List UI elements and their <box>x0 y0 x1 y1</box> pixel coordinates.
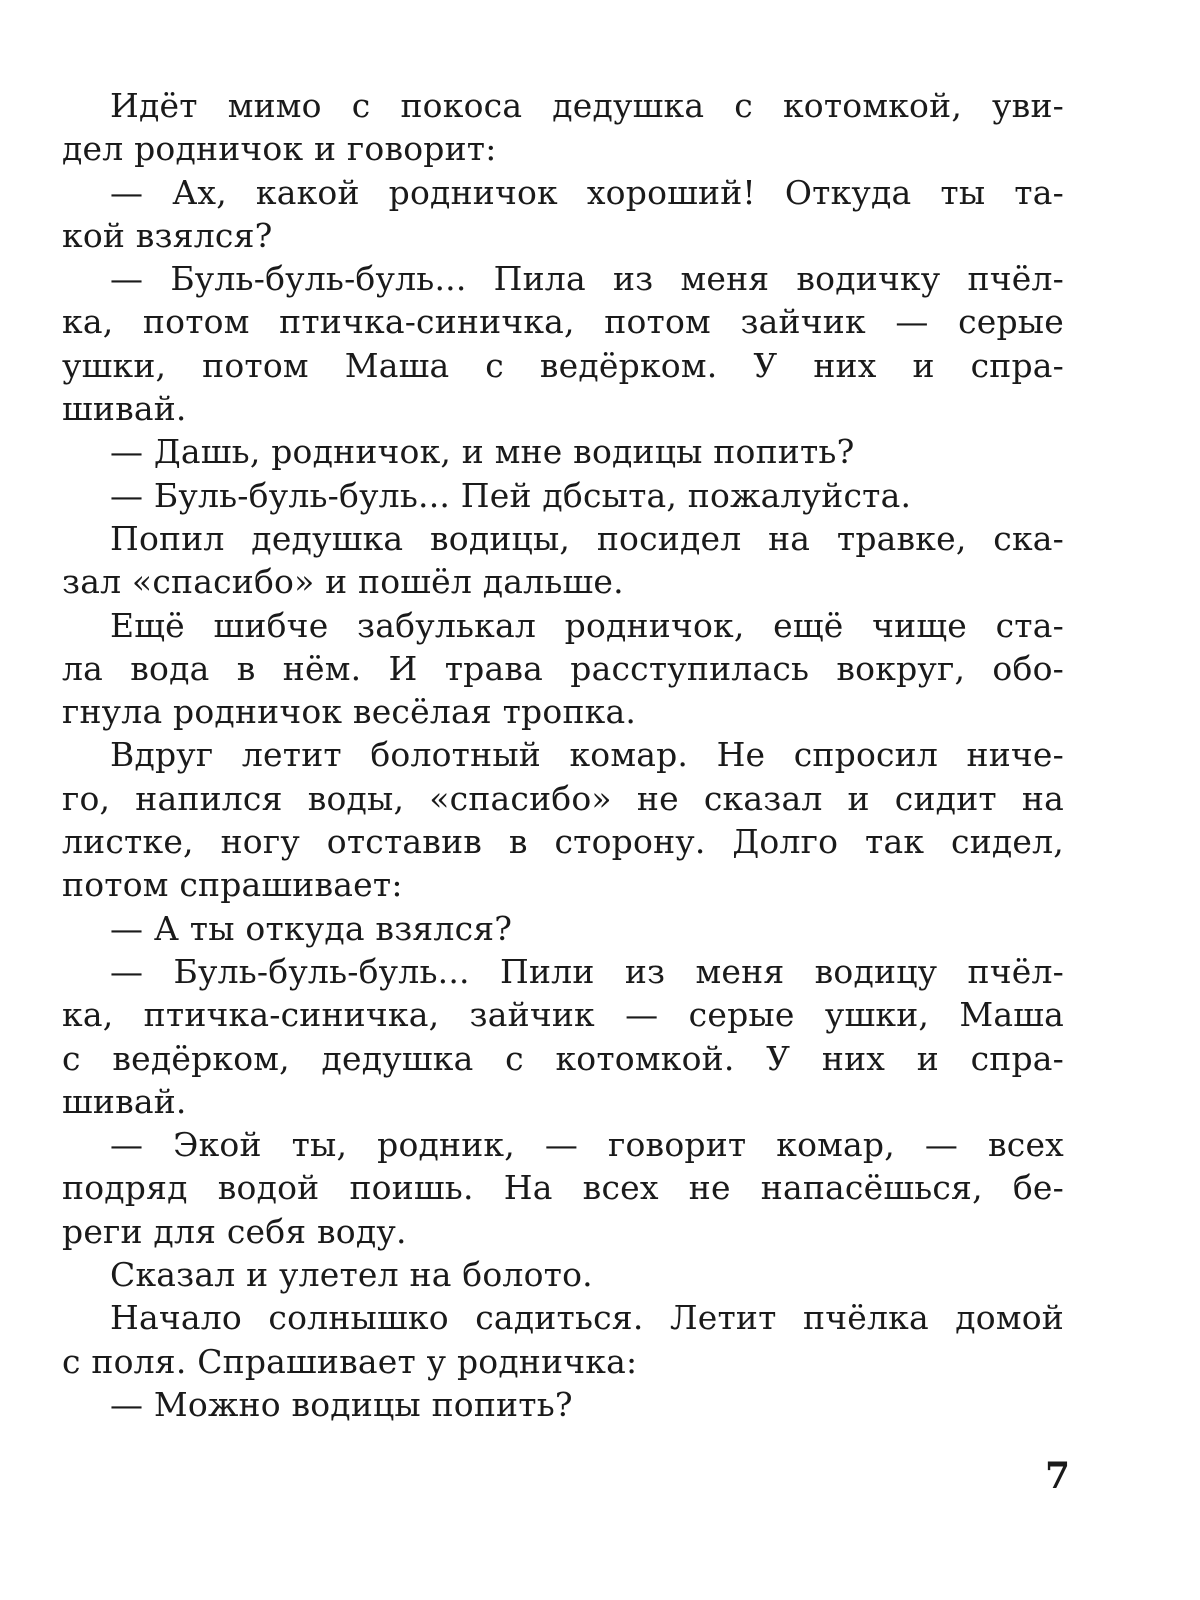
text-line: — Буль-буль-буль... Пили из меня водицу пчёл- <box>110 951 1064 991</box>
text-line: зал «спасибо» и пошёл дальше. <box>62 562 624 602</box>
text-line: — Буль-буль-буль... Пила из меня водичку пчёл- <box>110 259 1064 299</box>
page-number: 7 <box>1044 1455 1070 1497</box>
text-line: ка, птичка-синичка, зайчик — серые ушки, Маша <box>62 995 1064 1035</box>
text-line: потом спрашивает: <box>62 865 403 905</box>
text-line: шивай. <box>62 389 187 429</box>
text-line: — Экой ты, родник, — говорит комар, — всех <box>110 1125 1064 1165</box>
text-line: — Дашь, родничок, и мне водицы попить? <box>110 432 855 472</box>
text-line: Вдруг летит болотный комар. Не спросил ниче- <box>110 735 1064 775</box>
text-line: Попил дедушка водицы, посидел на травке, ска- <box>110 518 1064 558</box>
text-line: — Ах, какой родничок хороший! Откуда ты та- <box>110 172 1064 212</box>
text-line: — Можно водицы попить? <box>110 1384 573 1424</box>
text-line: го, напился воды, «спасибо» не сказал и сидит на <box>62 778 1064 818</box>
text-line: с поля. Спрашивает у родничка: <box>62 1341 638 1381</box>
text-line: Идёт мимо с покоса дедушка с котомкой, уви- <box>110 86 1064 125</box>
text-line: кой взялся? <box>62 215 273 255</box>
text-line: реги для себя воду. <box>62 1211 407 1251</box>
text-line: с ведёрком, дедушка с котомкой. У них и спра- <box>62 1038 1064 1078</box>
text-line: ушки, потом Маша с ведёрком. У них и спра- <box>62 345 1064 385</box>
text-line: — А ты откуда взялся? <box>110 908 513 948</box>
text-line: ка, потом птичка-синичка, потом зайчик — серые <box>62 302 1064 342</box>
text-line: — Буль-буль-буль... Пей дбсыта, пожалуйста. <box>110 475 912 515</box>
text-line: Сказал и улетел на болото. <box>110 1255 593 1295</box>
text-line: Начало солнышко садиться. Летит пчёлка домой <box>110 1298 1064 1338</box>
text-line: шивай. <box>62 1081 187 1121</box>
text-line: гнула родничок весёлая тропка. <box>62 692 637 732</box>
text-line: листке, ногу отставив в сторону. Долго так сидел, <box>62 822 1064 862</box>
text-line: дел родничок и говорит: <box>62 129 497 169</box>
text-line: подряд водой поишь. На всех не напасёшься, бе- <box>62 1168 1064 1208</box>
text-line: Ещё шибче забулькал родничок, ещё чище ста- <box>110 605 1064 645</box>
text-line: ла вода в нём. И трава расступилась вокруг, обо- <box>62 648 1064 688</box>
page-text <box>62 84 1064 1426</box>
